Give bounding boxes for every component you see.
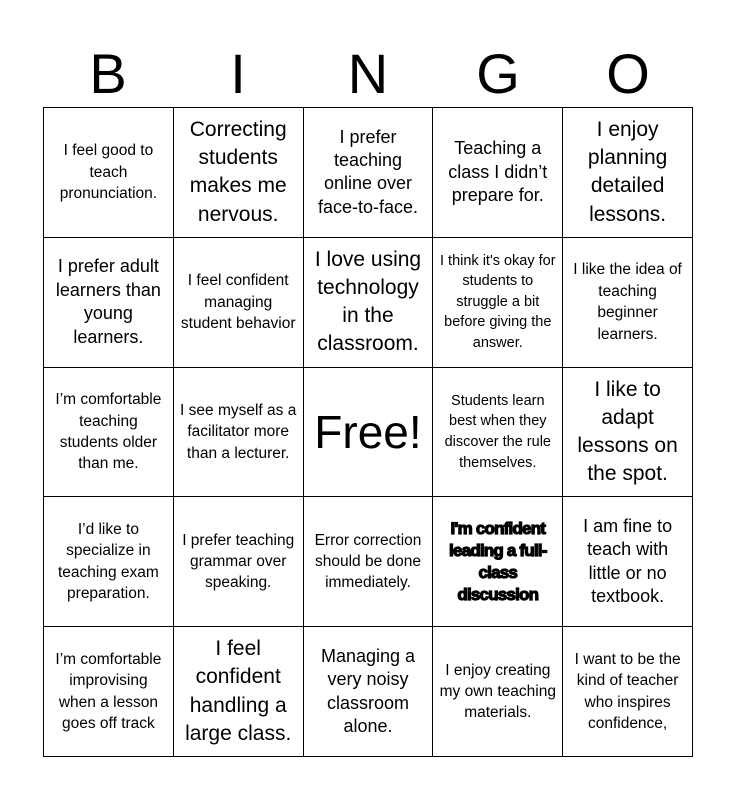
free-space-cell[interactable] bbox=[304, 368, 434, 498]
bingo-cell[interactable] bbox=[174, 368, 304, 498]
cell-text: I love using technology in the classroom. bbox=[314, 247, 422, 356]
free-space-label: Free! bbox=[314, 405, 422, 458]
cell-text: I feel confident handling a large class. bbox=[185, 637, 292, 745]
header-letter-b: B bbox=[89, 42, 127, 105]
cell-text: I want to be the kind of teacher who inspires confidence, bbox=[574, 650, 681, 732]
bingo-cell[interactable] bbox=[433, 627, 563, 757]
cell-text: I prefer adult learners than young learners. bbox=[55, 256, 161, 347]
bingo-cell[interactable] bbox=[433, 108, 563, 238]
cell-text: Teaching a class I didn’t prepare for. bbox=[448, 138, 548, 206]
bingo-cell[interactable] bbox=[174, 497, 304, 627]
cell-text: I enjoy creating my own teaching materials. bbox=[439, 661, 556, 722]
cell-text: I enjoy planning detailed lessons. bbox=[587, 118, 668, 226]
bingo-cell[interactable] bbox=[174, 238, 304, 368]
bingo-cell[interactable] bbox=[44, 108, 174, 238]
bingo-cell[interactable] bbox=[563, 238, 693, 368]
cell-text: I like to adapt lessons on the spot. bbox=[577, 377, 678, 486]
bingo-cell[interactable] bbox=[44, 627, 174, 757]
cell-text: I’d like to specialize in teaching exam preparation. bbox=[57, 521, 159, 603]
cell-text: I’m comfortable improvising when a lesson goes off track bbox=[55, 650, 162, 732]
bingo-board bbox=[43, 107, 693, 757]
bingo-cell[interactable] bbox=[44, 497, 174, 627]
cell-text: I feel confident managing student behavior bbox=[180, 272, 296, 332]
cell-text: I see myself as a facilitator more than a lecturer. bbox=[180, 401, 297, 462]
bingo-cell[interactable] bbox=[44, 238, 174, 368]
bingo-cell[interactable] bbox=[304, 627, 434, 757]
bingo-cell[interactable] bbox=[563, 627, 693, 757]
header-letter-n: N bbox=[347, 42, 389, 105]
bingo-cell[interactable] bbox=[563, 108, 693, 238]
header-letter-g: G bbox=[476, 42, 520, 105]
bingo-header bbox=[43, 40, 693, 108]
bingo-cell[interactable] bbox=[433, 368, 563, 498]
cell-text: I am fine to teach with little or no textbook. bbox=[583, 516, 673, 607]
cell-text: I'm confident leading a full-class discussion bbox=[449, 518, 547, 604]
bingo-cell[interactable] bbox=[304, 238, 434, 368]
bingo-cell[interactable] bbox=[174, 108, 304, 238]
cell-text: I feel good to teach pronunciation. bbox=[59, 142, 158, 203]
bingo-cell[interactable] bbox=[563, 368, 693, 498]
header-letter-i: I bbox=[230, 42, 246, 105]
cell-text: I prefer teaching online over face-to-face. bbox=[317, 126, 419, 217]
cell-text: I prefer teaching grammar over speaking. bbox=[182, 531, 295, 592]
cell-text: Correcting students makes me nervous. bbox=[189, 118, 287, 226]
bingo-cell[interactable] bbox=[304, 108, 434, 238]
header-letter-o: O bbox=[606, 42, 650, 105]
cell-text: I like the idea of teaching beginner learners. bbox=[573, 261, 682, 343]
bingo-cell[interactable] bbox=[174, 627, 304, 757]
cell-text: Managing a very noisy classroom alone. bbox=[320, 645, 416, 736]
cell-text: I’m comfortable teaching students older than me. bbox=[55, 391, 162, 473]
bingo-cell[interactable] bbox=[563, 497, 693, 627]
bingo-cell[interactable] bbox=[433, 238, 563, 368]
cell-text: Students learn best when they discover the rule themselves. bbox=[444, 392, 551, 471]
cell-text: Error correction should be done immediately. bbox=[314, 531, 422, 592]
bingo-cell[interactable] bbox=[44, 368, 174, 498]
bingo-cell[interactable] bbox=[433, 497, 563, 627]
bingo-cell[interactable] bbox=[304, 497, 434, 627]
cell-text: I think it's okay for students to struggle a bit before giving the answer. bbox=[439, 252, 556, 352]
